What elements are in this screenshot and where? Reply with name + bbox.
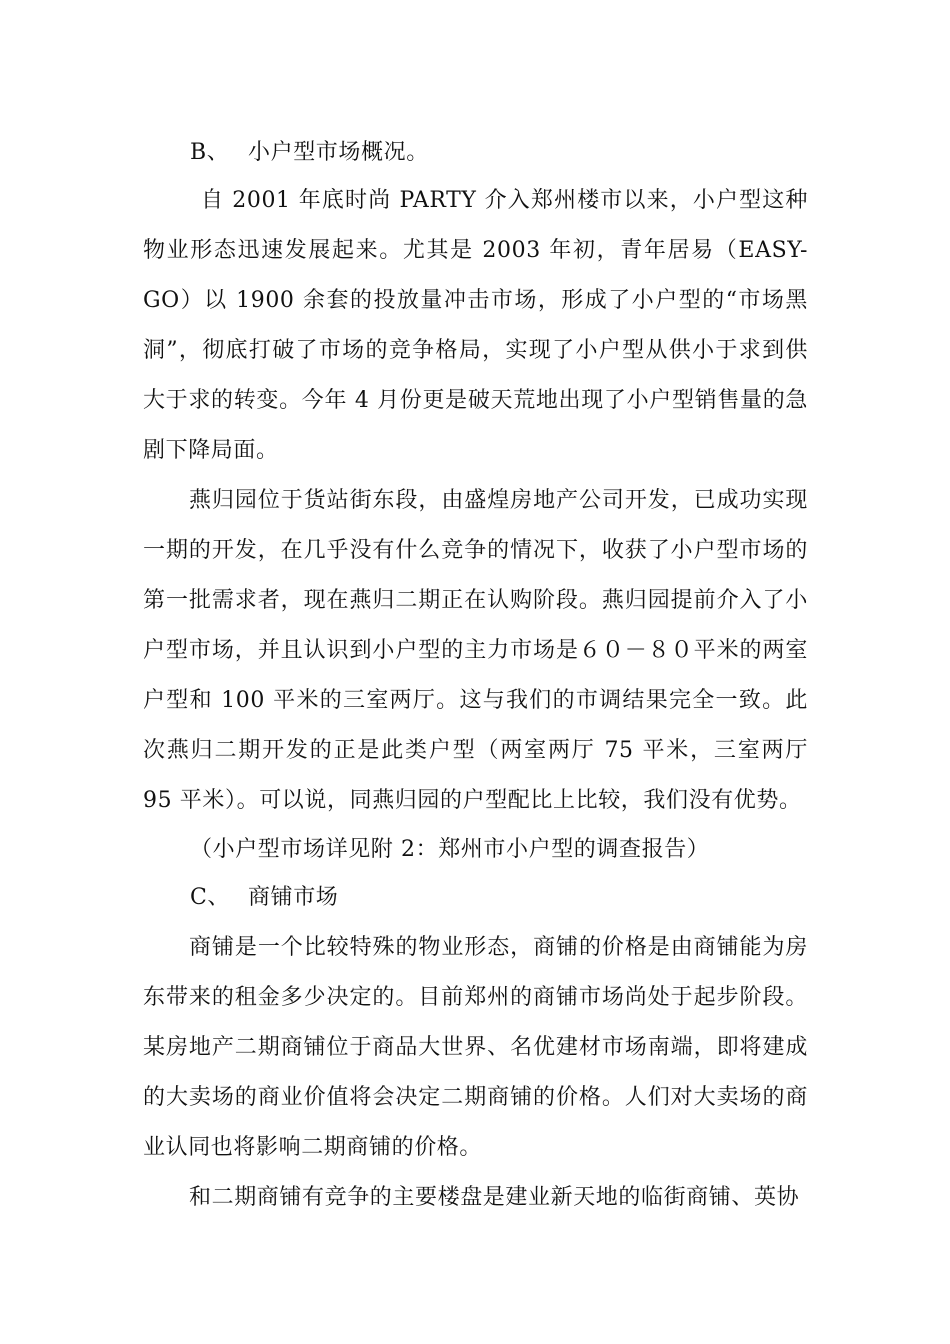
paragraph-3: 商铺是一个比较特殊的物业形态，商铺的价格是由商铺能为房东带来的租金多少决定的。目前郑州的商铺市场尚处于起步阶段。某房地产二期商铺位于商品大世界、名优建材市场南端，即将建成的大卖场的商业价值将会决定二期商铺的价格。人们对大卖场的商业认同也将影响二期商铺的价格。 [143,935,808,1160]
paragraph-1: 自 2001 年底时尚 PARTY 介入郑州楼市以来，小户型这种物业形态迅速发展起来。尤其是 2003 年初，青年居易（EASY-GO）以 1900 余套的投放量冲击市场，形成了小户型的“市场黑洞”，彻底打破了市场的竞争格局，实现了小户型从供小于求到供大于求的转变。今年 4 月份更是破天荒地出现了小户型销售量的急剧下降局面。 [143,188,808,463]
paragraph-4: 和二期商铺有竞争的主要楼盘是建业新天地的临街商铺、英协 [189,1185,800,1210]
paragraph-shop-market [143,923,808,1173]
appendix-note: （小户型市场详见附 2：郑州市小户型的调查报告） [190,837,710,862]
section-b-heading [190,128,490,178]
section-b-marker: B、 [190,140,230,165]
paragraph-small-unit-market-overview [143,176,808,476]
section-c-title: 商铺市场 [248,885,339,910]
paragraph-yanguiyuan [143,476,808,826]
paragraph-competition [143,1173,808,1223]
section-c-heading [190,873,490,923]
section-c-marker: C、 [190,885,231,910]
paragraph-2: 燕归园位于货站街东段，由盛煌房地产公司开发，已成功实现一期的开发，在几乎没有什么竞争的情况下，收获了小户型市场的第一批需求者，现在燕归二期正在认购阶段。燕归园提前介入了小户型市场，并且认识到小户型的主力市场是６０－８０平米的两室户型和 100 平米的三室两厅。这与我们的市调结果完全一致。此次燕归二期开发的正是此类户型（两室两厅 75 平米，三室两厅 95 平米）。可以说，同燕归园的户型配比上比较，我们没有优势。 [143,488,808,813]
section-b-title: 小户型市场概况。 [248,140,429,165]
